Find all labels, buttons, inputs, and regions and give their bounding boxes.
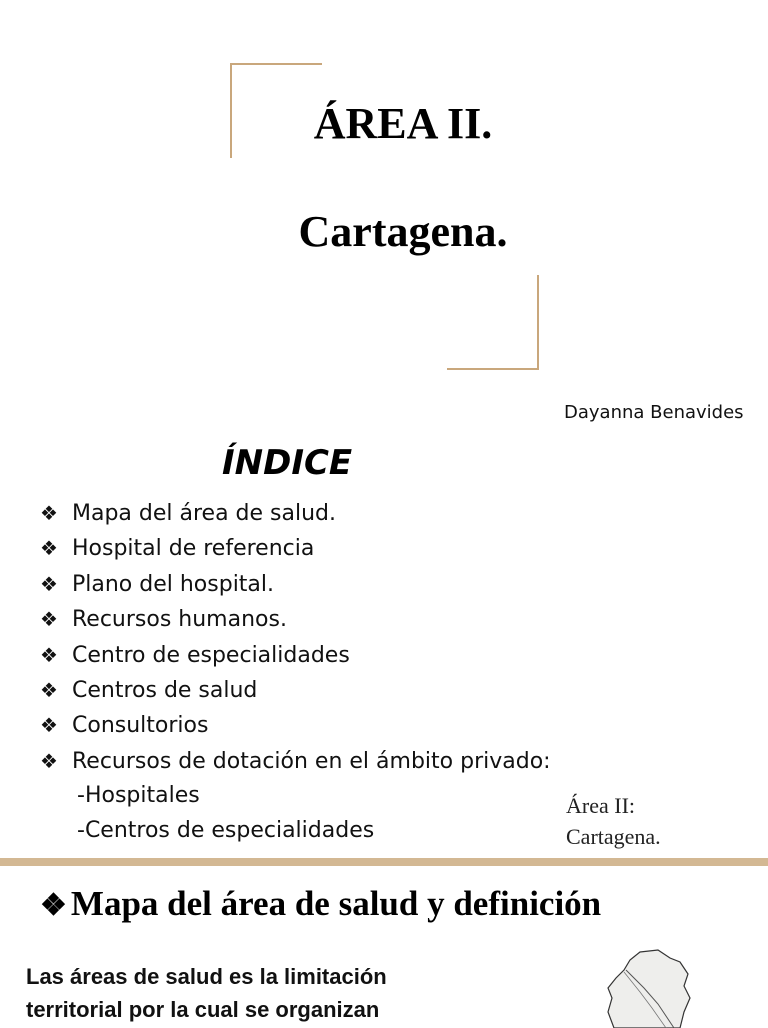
sub-list-item: -Centros de especialidades (77, 818, 375, 843)
list-item (40, 567, 551, 602)
body-text-line: territorial por la cual se organizan (26, 997, 380, 1022)
index-heading: ÍNDICE (222, 443, 353, 483)
cover-subtitle: Cartagena. (298, 207, 508, 256)
list-item-label: Centros de salud (72, 677, 258, 703)
list-item (40, 673, 551, 708)
cover-title: ÁREA II. (313, 99, 493, 148)
list-item (40, 708, 551, 743)
body-text-line: Las áreas de salud es la limitación (26, 964, 387, 989)
index-list (40, 496, 551, 779)
list-item-label: Consultorios (72, 713, 209, 739)
list-item-label: Hospital de referencia (72, 536, 315, 562)
list-item-label: Recursos humanos. (72, 607, 287, 633)
page-divider (0, 858, 768, 866)
diamond-bullet-icon: ❖ (40, 501, 58, 525)
sub-list-item: -Hospitales (77, 783, 200, 808)
section-heading (40, 884, 601, 924)
diamond-bullet-icon: ❖ (40, 536, 58, 561)
side-caption (566, 790, 661, 852)
section-heading-text: Mapa del área de salud y definición (70, 884, 602, 923)
diamond-bullet-icon: ❖ (40, 607, 58, 632)
diamond-bullet-icon: ❖ (40, 677, 58, 702)
list-item (40, 531, 551, 566)
corner-decoration-bottom-vertical (537, 275, 539, 370)
diamond-bullet-icon: ❖ (40, 713, 58, 738)
list-item-label: Plano del hospital. (72, 571, 275, 597)
section-body-text (26, 960, 496, 1026)
author-name: Dayanna Benavides (564, 402, 744, 423)
diamond-bullet-icon: ❖ (40, 642, 58, 667)
diamond-bullet-icon: ❖ (40, 889, 67, 922)
side-caption-line: Área II: (566, 793, 636, 818)
sub-list (77, 778, 374, 848)
list-item (40, 638, 551, 673)
corner-decoration-top-horizontal (230, 63, 322, 65)
region-outline (608, 950, 690, 1028)
side-caption-line: Cartagena. (566, 824, 661, 849)
list-item-label: Centro de especialidades (72, 642, 350, 668)
list-item (40, 744, 551, 779)
diamond-bullet-icon: ❖ (40, 748, 58, 773)
corner-decoration-bottom-horizontal (447, 368, 539, 370)
diamond-bullet-icon: ❖ (40, 571, 58, 596)
list-item-label: Mapa del área de salud. (72, 501, 337, 526)
list-item (40, 496, 551, 531)
list-item (40, 602, 551, 637)
list-item-label: Recursos de dotación en el ámbito privado: (72, 748, 551, 774)
region-map-image (600, 948, 700, 1028)
